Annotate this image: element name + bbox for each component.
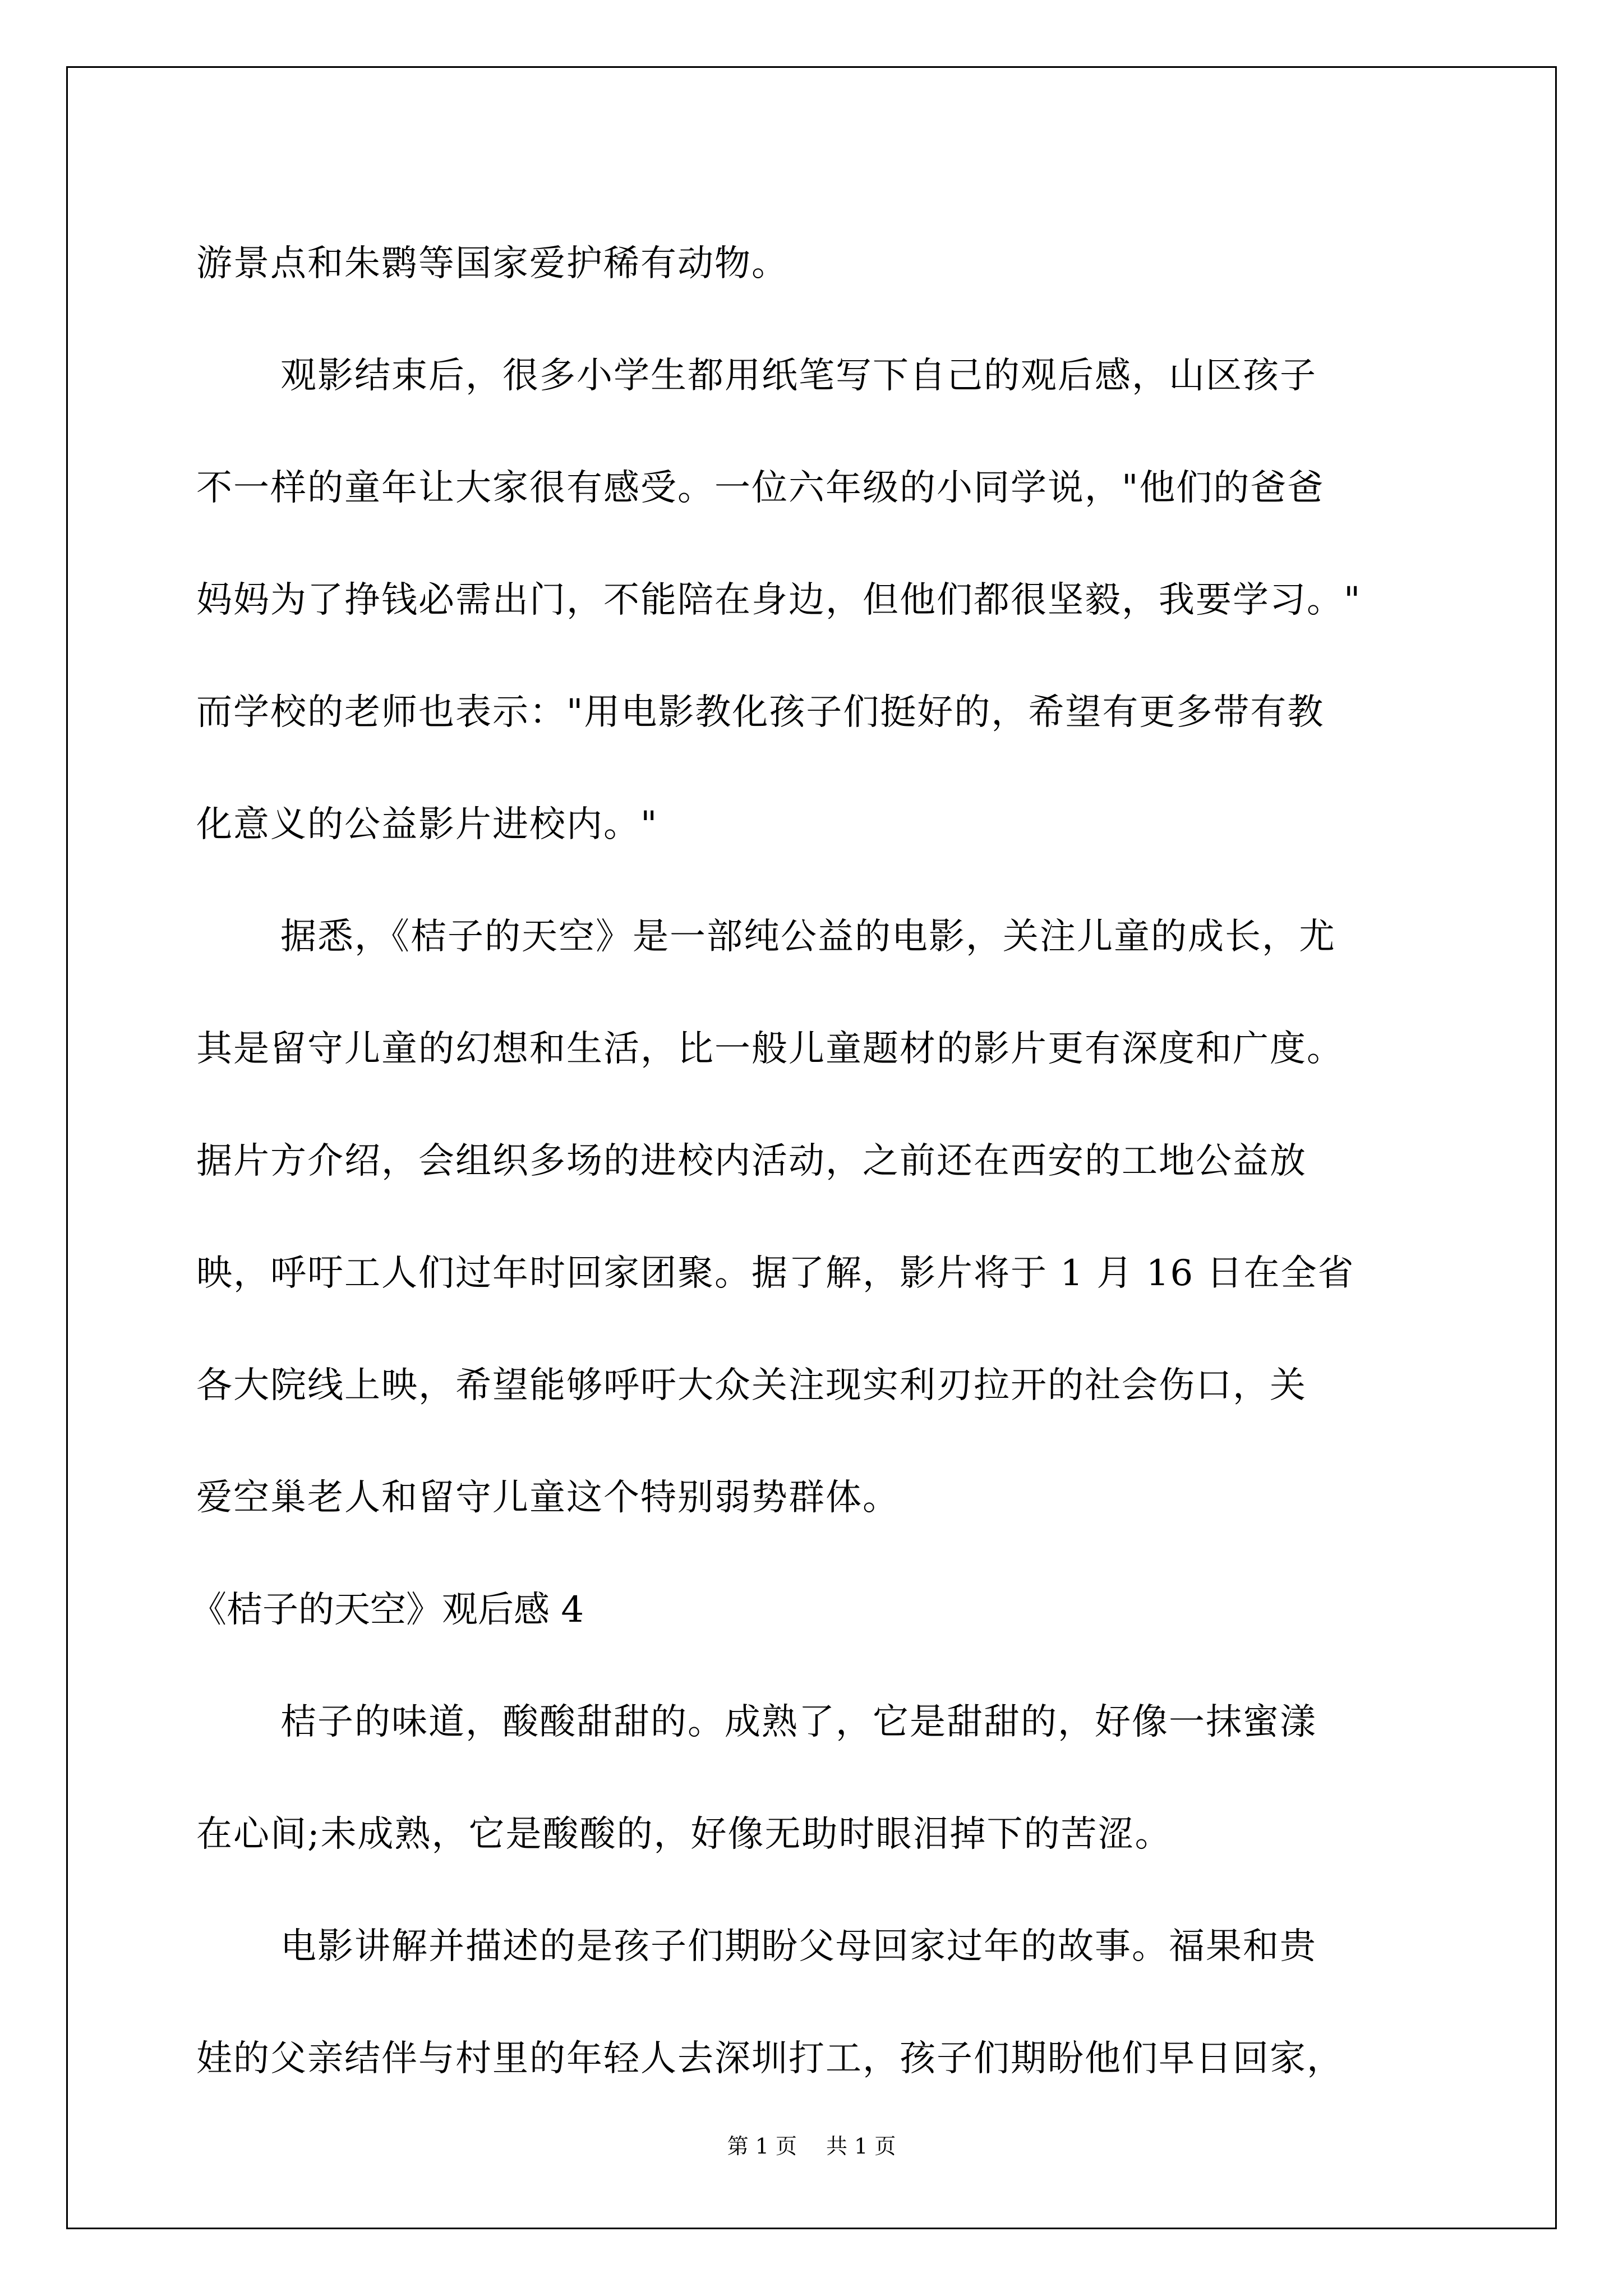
paragraph-line: 而学校的老师也表示："用电影教化孩子们挺好的，希望有更多带有教	[196, 692, 1325, 733]
paragraph-line: 映，呼吁工人们过年时回家团聚。据了解，影片将于 1 月 16 日在全省	[196, 1253, 1355, 1294]
document-body	[191, 208, 1430, 2115]
paragraph-line: 桔子的味道，酸酸甜甜的。成熟了，它是甜甜的，好像一抹蜜漾	[280, 1701, 1317, 1743]
paragraph-line: 化意义的公益影片进校内。"	[196, 804, 658, 845]
paragraph-line: 观影结束后，很多小学生都用纸笔写下自己的观后感，山区孩子	[280, 355, 1317, 397]
paragraph-line: 据片方介绍，会组织多场的进校内活动，之前还在西安的工地公益放	[196, 1140, 1307, 1182]
paragraph-line: 游景点和朱鹮等国家爱护稀有动物。	[196, 243, 789, 284]
paragraph-line: 各大院线上映，希望能够呼吁大众关注现实利刃拉开的社会伤口，关	[196, 1365, 1307, 1406]
page-total: 共 1 页	[826, 2134, 896, 2159]
paragraph-line: 在心间;未成熟，它是酸酸的，好像无助时眼泪掉下的苦涩。	[196, 1814, 1172, 1855]
paragraph-line: 妈妈为了挣钱必需出门，不能陪在身边，但他们都很坚毅，我要学习。"	[196, 579, 1362, 621]
page-footer	[0, 2129, 1623, 2160]
paragraph-line: 电影讲解并描述的是孩子们期盼父母回家过年的故事。福果和贵	[280, 1926, 1317, 1967]
page-number: 第 1 页	[727, 2134, 797, 2159]
paragraph-line: 不一样的童年让大家很有感受。一位六年级的小同学说，"他们的爸爸	[196, 467, 1325, 509]
section-heading: 《桔子的天空》观后感 4	[191, 1589, 584, 1631]
paragraph-line: 据悉，《桔子的天空》是一部纯公益的电影，关注儿童的成长，尤	[280, 916, 1336, 958]
paragraph-line: 其是留守儿童的幻想和生活，比一般儿童题材的影片更有深度和广度。	[196, 1028, 1344, 1070]
paragraph-line: 娃的父亲结伴与村里的年轻人去深圳打工，孩子们期盼他们早日回家，	[196, 2038, 1344, 2079]
paragraph-line: 爱空巢老人和留守儿童这个特别弱势群体。	[196, 1477, 900, 1519]
